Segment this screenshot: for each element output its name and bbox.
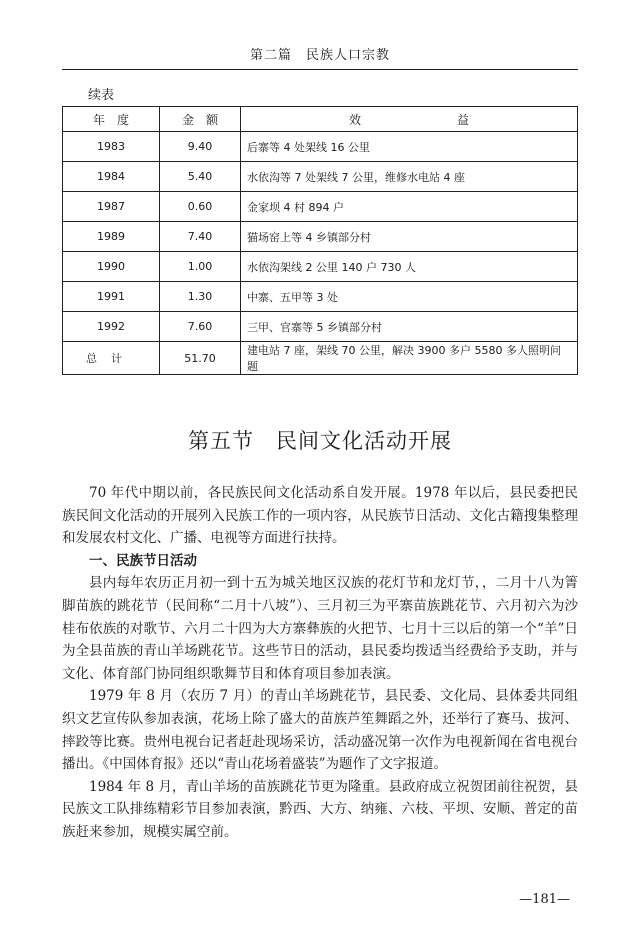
column-header-amount: 金 额 bbox=[160, 107, 241, 132]
cell-benefit: 水依沟架线 2 公里 140 户 730 人 bbox=[241, 252, 578, 282]
cell-year: 1991 bbox=[63, 282, 160, 312]
cell-benefit: 金家坝 4 村 894 户 bbox=[241, 192, 578, 222]
table-row bbox=[63, 282, 578, 312]
table-row bbox=[63, 162, 578, 192]
cell-year: 1987 bbox=[63, 192, 160, 222]
body-paragraph: 1984 年 8 月，青山羊场的苗族跳花节更为隆重。县政府成立祝贺团前往祝贺，县民族文工队排练精彩节目参加表演，黔西、大方、纳雍、六枝、平坝、安顺、普定的苗族赶来参加，规模实属空前。 bbox=[62, 778, 578, 840]
section-body bbox=[62, 482, 578, 844]
table-row bbox=[63, 192, 578, 222]
cell-benefit: 猫场窑上等 4 乡镇部分村 bbox=[241, 222, 578, 252]
total-benefit: 建电站 7 座，架线 70 公里，解决 3900 多户 5580 多人照明问题 bbox=[241, 342, 578, 375]
total-amount: 51.70 bbox=[160, 342, 241, 375]
cell-year: 1989 bbox=[63, 222, 160, 252]
body-paragraph: 县内每年农历正月初一到十五为城关地区汉族的花灯节和龙灯节，，二月十八为箐脚苗族的跳花节（民间称“二月十八坡”）、三月初三为平寨苗族跳花节、六月初六为沙桂布依族的对歌节、六月二十四为大方寨彝族的火把节、七月十三以后的第一个“羊”日为全县苗族的青山羊场跳花节。这些节日的活动，县民委均拨适当经费给予支助，并与文化、体育部门协同组织歌舞节目和体育项目参加表演。 bbox=[62, 575, 578, 682]
running-header bbox=[62, 44, 578, 70]
cell-amount: 1.30 bbox=[160, 282, 241, 312]
cell-benefit: 后寨等 4 处架线 16 公里 bbox=[241, 132, 578, 162]
table-row bbox=[63, 132, 578, 162]
cell-amount: 9.40 bbox=[160, 132, 241, 162]
cell-amount: 5.40 bbox=[160, 162, 241, 192]
cell-amount: 7.60 bbox=[160, 312, 241, 342]
column-header-benefit: 效 益 bbox=[241, 107, 578, 132]
intro-paragraph: 70 年代中期以前，各民族民间文化活动系自发开展。1978 年以后，县民委把民族民间文化活动的开展列入民族工作的一项内容，从民族节日活动、文化古籍搜集整理和发展农村文化、广播、电视等方面进行扶持。 bbox=[62, 485, 578, 547]
cell-amount: 1.00 bbox=[160, 252, 241, 282]
funding-table bbox=[62, 106, 578, 375]
cell-benefit: 三甲、官寨等 5 乡镇部分村 bbox=[241, 312, 578, 342]
table-total-row bbox=[63, 342, 578, 375]
table-row bbox=[63, 222, 578, 252]
cell-year: 1984 bbox=[63, 162, 160, 192]
cell-year: 1990 bbox=[63, 252, 160, 282]
table-caption: 续表 bbox=[88, 88, 115, 103]
subheading: 一、民族节日活动 bbox=[89, 552, 197, 569]
cell-year: 1983 bbox=[63, 132, 160, 162]
cell-amount: 7.40 bbox=[160, 222, 241, 252]
table-row bbox=[63, 312, 578, 342]
column-header-year: 年 度 bbox=[63, 107, 160, 132]
total-label: 总计 bbox=[86, 352, 136, 365]
table-header-row bbox=[63, 107, 578, 132]
running-title: 第二篇 民族人口宗教 bbox=[249, 48, 390, 63]
cell-year: 1992 bbox=[63, 312, 160, 342]
body-paragraph: 1979 年 8 月（农历 7 月）的青山羊场跳花节，县民委、文化局、县体委共同组织文艺宣传队参加表演，花场上除了盛大的苗族芦笙舞蹈之外，还举行了赛马、拔河、摔跤等比赛。贵州电视台记者赶赴现场采访，活动盛况第一次作为电视新闻在省电视台播出。《中国体育报》还以“青山花场着盛装”为题作了文字报道。 bbox=[62, 688, 578, 773]
page-number: —181— bbox=[519, 892, 570, 907]
cell-benefit: 中寨、五甲等 3 处 bbox=[241, 282, 578, 312]
table-row bbox=[63, 252, 578, 282]
section-title: 第五节 民间文化活动开展 bbox=[188, 429, 452, 453]
cell-benefit: 水依沟等 7 处架线 7 公里，维修水电站 4 座 bbox=[241, 162, 578, 192]
cell-amount: 0.60 bbox=[160, 192, 241, 222]
